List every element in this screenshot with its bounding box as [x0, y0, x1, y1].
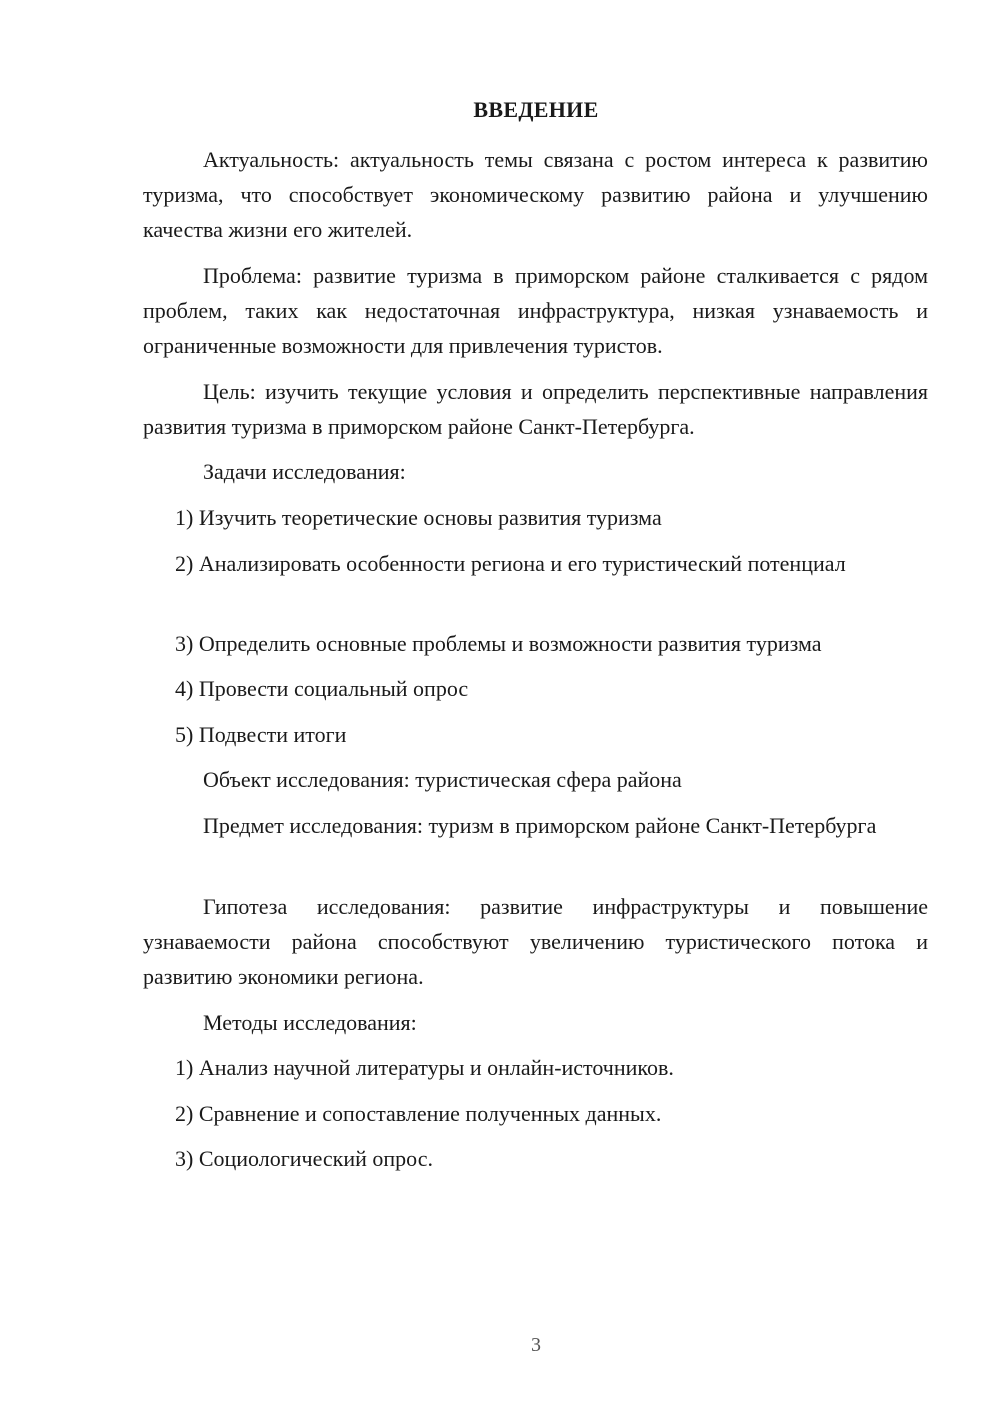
list-item-task-4: 4) Провести социальный опрос [175, 676, 469, 701]
list-item-task-5: 5) Подвести итоги [175, 722, 347, 747]
paragraph-goal: Цель: изучить текущие условия и определить перспективные направления развития туризма в приморском районе Санкт-Петербурга. [143, 379, 928, 439]
page-number: 3 [531, 1334, 541, 1356]
list-item-task-1: 1) Изучить теоретические основы развития туризма [175, 505, 662, 530]
paragraph-hypothesis: Гипотеза исследования: развитие инфраструктуры и повышение узнаваемости района способствуют увеличению туристического потока и развитию экономики региона. [143, 894, 928, 989]
list-item-task-2: 2) Анализировать особенности региона и его туристический потенциал [175, 551, 846, 576]
list-item-task-3: 3) Определить основные проблемы и возможности развития туризма [175, 631, 822, 656]
paragraph-methods-heading: Методы исследования: [203, 1010, 417, 1035]
paragraph-subject: Предмет исследования: туризм в приморском районе Санкт-Петербурга [203, 813, 877, 838]
paragraph-problem: Проблема: развитие туризма в приморском районе сталкивается с рядом проблем, таких как недостаточная инфраструктура, низкая узнаваемость и ограниченные возможности для привлечения туристов. [143, 263, 928, 358]
list-item-method-3: 3) Социологический опрос. [175, 1146, 433, 1171]
section-title: ВВЕДЕНИЕ [473, 97, 599, 122]
paragraph-relevance: Актуальность: актуальность темы связана с ростом интереса к развитию туризма, что способствует экономическому развитию района и улучшению качества жизни его жителей. [143, 147, 928, 242]
list-item-method-2: 2) Сравнение и сопоставление полученных данных. [175, 1101, 662, 1126]
paragraph-tasks-heading: Задачи исследования: [203, 459, 406, 484]
list-item-method-1: 1) Анализ научной литературы и онлайн-источников. [175, 1055, 674, 1080]
paragraph-object: Объект исследования: туристическая сфера района [203, 767, 682, 792]
